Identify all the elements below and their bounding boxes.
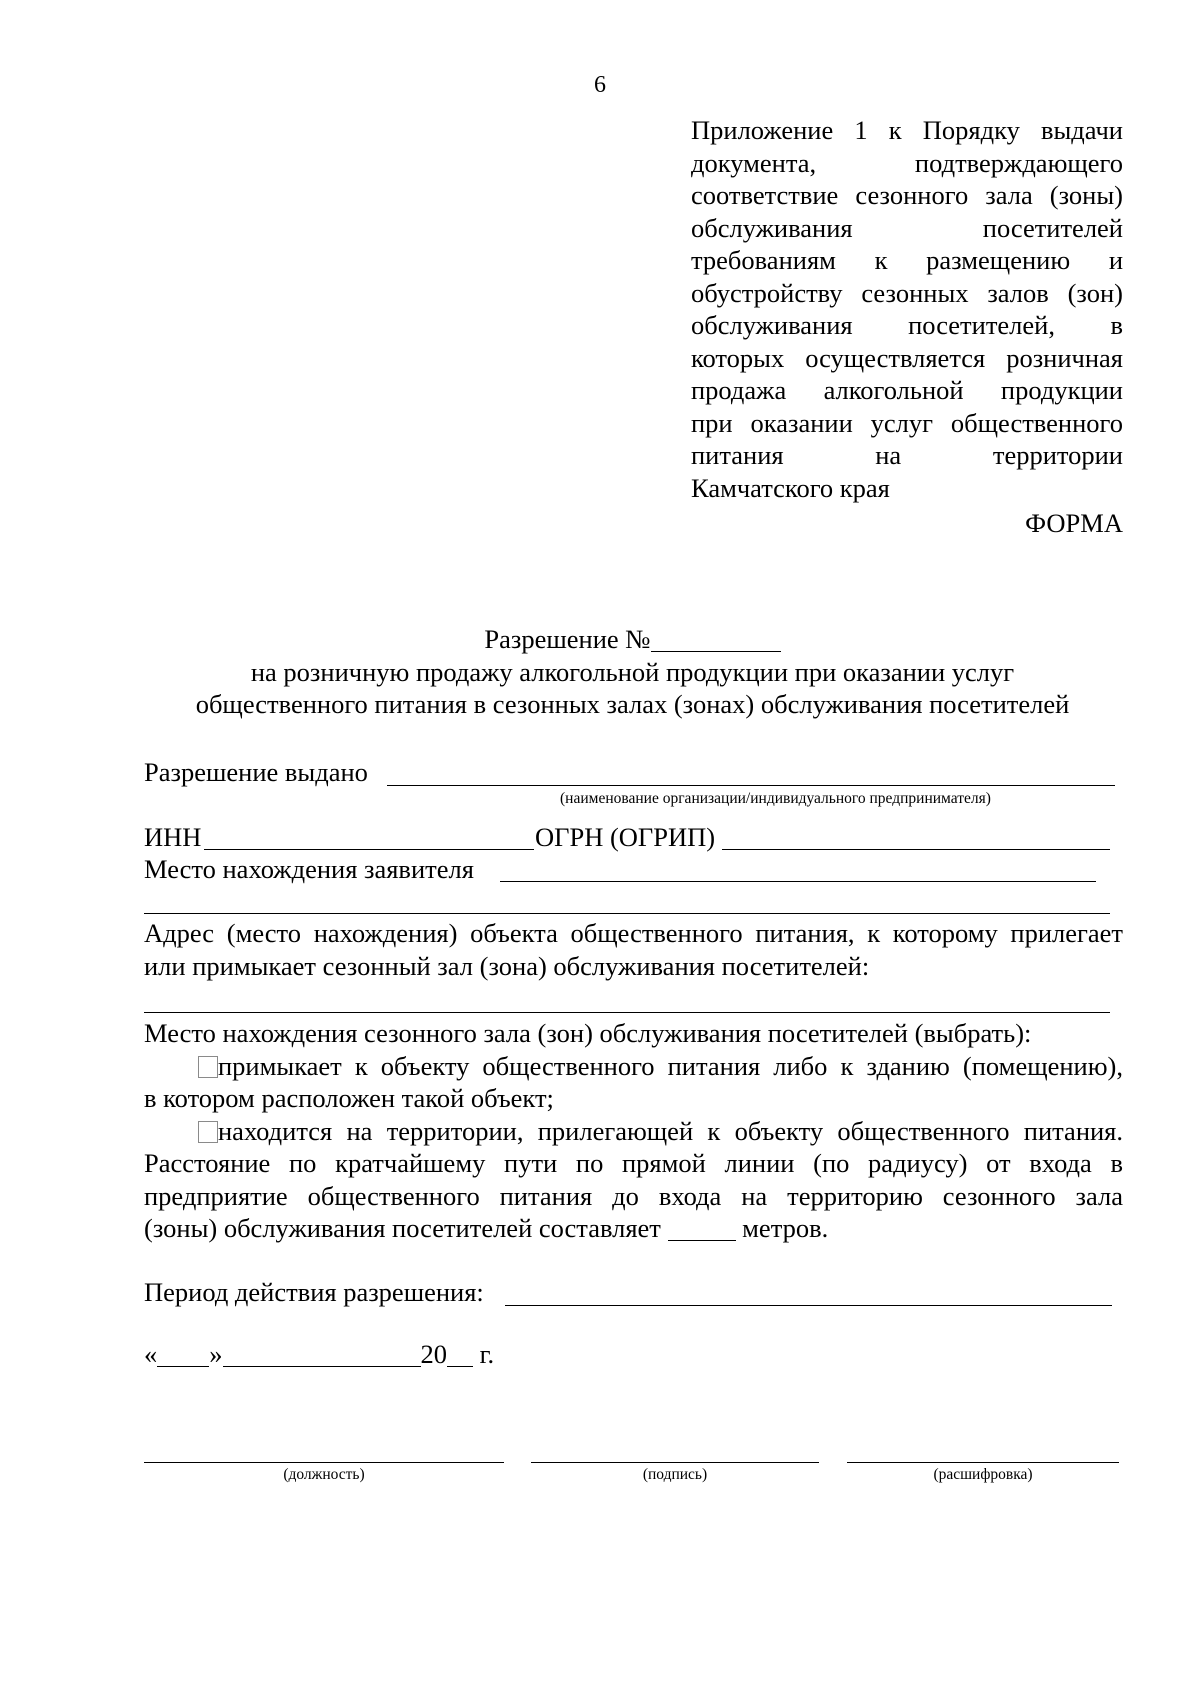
option-adjacent-text: примыкает к объекту общественного питания либо к зданию (помещению),: [218, 1050, 1123, 1081]
distance-line: предприятие общественного питания до входа на территорию сезонного зала: [144, 1180, 1123, 1211]
signature-blank[interactable]: [531, 1462, 819, 1463]
permit-subtitle-line2: общественного питания в сезонных залах (зонах) обслуживания посетителей: [195, 689, 1070, 719]
appendix-line: продажа алкогольной продукции: [691, 375, 1123, 405]
address-blank[interactable]: [144, 1012, 1110, 1013]
option-territory-checkbox[interactable]: [198, 1121, 218, 1143]
option-territory[interactable]: [144, 1115, 1123, 1148]
period-label: Период действия разрешения:: [144, 1277, 484, 1307]
ogrn-label: ОГРН (ОГРИП): [535, 822, 716, 852]
option-adjacent-line2: в котором расположен такой объект;: [144, 1083, 554, 1113]
distance-text: (зоны) обслуживания посетителей составляет: [144, 1213, 661, 1243]
year-prefix: 20: [420, 1339, 447, 1369]
location-blank[interactable]: [500, 881, 1096, 882]
appendix-line: обслуживания посетителей, в: [691, 310, 1123, 340]
option-territory-text: находится на территории, прилегающей к объекту общественного питания.: [218, 1115, 1123, 1146]
appendix-line: питания на территории: [691, 440, 1123, 470]
location-label: Место нахождения заявителя: [144, 854, 474, 884]
issued-to-blank[interactable]: [387, 785, 1115, 786]
appendix-line: которых осуществляется розничная: [691, 342, 1123, 373]
address-line: или примыкает сезонный зал (зона) обслуживания посетителей:: [144, 950, 870, 981]
address-line: Адрес (место нахождения) объекта общественного питания, к которому прилегает: [144, 918, 1123, 948]
seasonal-location-block: [144, 1017, 1123, 1245]
inn-blank[interactable]: [204, 849, 534, 850]
distance-line: [144, 1212, 1123, 1245]
permit-title-text: Разрешение №: [484, 624, 651, 654]
permit-subtitle-line1: на розничную продажу алкогольной продукции при оказании услуг: [250, 657, 1015, 687]
seasonal-location-label: Место нахождения сезонного зала (зон) обслуживания посетителей (выбрать):: [144, 1018, 1032, 1048]
address-paragraph: [144, 917, 1123, 982]
distance-unit: метров.: [742, 1213, 829, 1243]
month-blank[interactable]: [223, 1344, 421, 1367]
page-number: 6: [594, 72, 606, 98]
year-suffix: г.: [479, 1339, 495, 1369]
option-adjacent-checkbox[interactable]: [198, 1056, 218, 1078]
appendix-line: обустройству сезонных залов (зон): [691, 277, 1123, 308]
ogrn-blank[interactable]: [722, 849, 1110, 850]
date-open-quote: «: [144, 1339, 158, 1369]
permit-number-blank[interactable]: [651, 629, 781, 652]
appendix-header: [691, 114, 1123, 504]
location-blank-2[interactable]: [144, 913, 1110, 914]
issued-to-note: (наименование организации/индивидуального предпринимателя): [560, 790, 991, 807]
option-adjacent[interactable]: [144, 1050, 1123, 1083]
date-close-quote: »: [209, 1339, 223, 1369]
appendix-line: документа, подтверждающего: [691, 147, 1123, 178]
date-line: [144, 1338, 494, 1370]
issued-to-label: Разрешение выдано: [144, 757, 368, 787]
appendix-line: Камчатского края: [691, 472, 890, 503]
appendix-line: требованиям к размещению и: [691, 245, 1123, 275]
appendix-line: Приложение 1 к Порядку выдачи: [691, 115, 1123, 145]
position-caption: (должность): [283, 1466, 365, 1483]
permit-title: [0, 623, 1200, 655]
inn-label: ИНН: [144, 822, 202, 852]
day-blank[interactable]: [157, 1344, 209, 1367]
distance-blank[interactable]: [668, 1218, 736, 1241]
distance-line: Расстояние по кратчайшему пути по прямой линии (по радиусу) от входа в: [144, 1148, 1123, 1178]
decryption-blank[interactable]: [847, 1462, 1119, 1463]
position-blank[interactable]: [144, 1462, 504, 1463]
appendix-line: соответствие сезонного зала (зоны): [691, 180, 1123, 210]
year-blank[interactable]: [447, 1344, 473, 1367]
signature-caption: (подпись): [642, 1466, 708, 1483]
form-label: ФОРМА: [1025, 508, 1123, 538]
decryption-caption: (расшифровка): [933, 1466, 1033, 1483]
period-blank[interactable]: [505, 1305, 1112, 1306]
appendix-line: обслуживания посетителей: [691, 212, 1123, 243]
appendix-line: при оказании услуг общественного: [691, 407, 1123, 438]
